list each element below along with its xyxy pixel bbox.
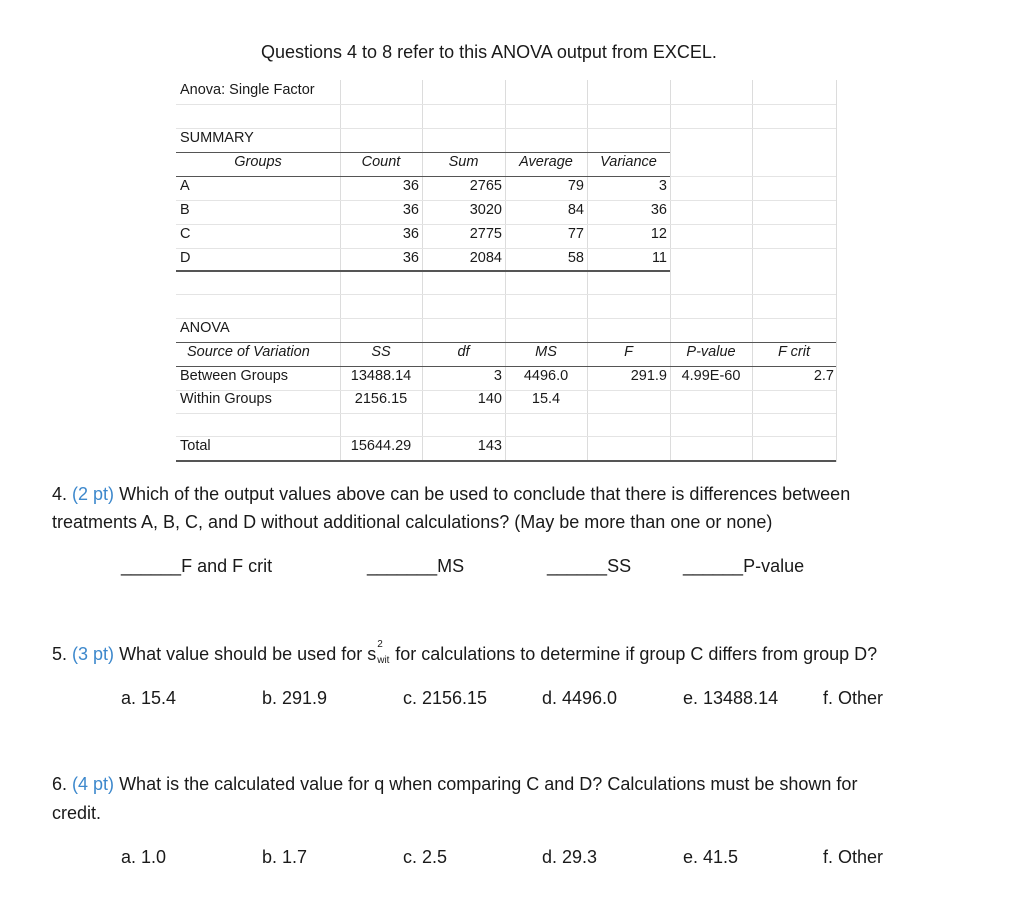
option-d[interactable]: d. 4496.0 — [542, 688, 618, 708]
anova-label: ANOVA — [180, 320, 230, 336]
header-p-value: P-value — [686, 344, 736, 360]
points-badge: (2 pt) — [72, 484, 115, 504]
option-c[interactable]: c. 2.5 — [403, 847, 448, 867]
option-a[interactable]: a. 1.0 — [121, 847, 167, 867]
header-ms: MS — [535, 344, 557, 360]
summary-label: SUMMARY — [180, 130, 254, 146]
header-f: F — [624, 344, 633, 360]
option-ms[interactable]: _______MS — [367, 556, 465, 576]
header-variance: Variance — [600, 154, 657, 170]
header-groups: Groups — [234, 154, 282, 170]
option-f[interactable]: f. Other — [823, 847, 884, 867]
option-ss[interactable]: ______SS — [547, 556, 632, 576]
header-average: Average — [519, 154, 573, 170]
option-b[interactable]: b. 1.7 — [262, 847, 308, 867]
points-badge: (4 pt) — [72, 774, 115, 794]
option-b[interactable]: b. 291.9 — [262, 688, 328, 708]
anova-single-factor-title: Anova: Single Factor — [180, 82, 315, 98]
header-df: df — [457, 344, 470, 360]
option-f-and-fcrit[interactable]: ______F and F crit — [121, 556, 273, 576]
option-e[interactable]: e. 13488.14 — [683, 688, 779, 708]
option-e[interactable]: e. 41.5 — [683, 847, 739, 867]
option-c[interactable]: c. 2156.15 — [403, 688, 488, 708]
option-a[interactable]: a. 15.4 — [121, 688, 177, 708]
page-title: Questions 4 to 8 refer to this ANOVA output from EXCEL. — [261, 42, 717, 62]
option-d[interactable]: d. 29.3 — [542, 847, 598, 867]
header-source-of-variation: Source of Variation — [187, 344, 310, 360]
option-p-value[interactable]: ______P-value — [683, 556, 805, 576]
header-sum: Sum — [448, 154, 479, 170]
header-f-crit: F crit — [778, 344, 810, 360]
option-f[interactable]: f. Other — [823, 688, 884, 708]
points-badge: (3 pt) — [72, 644, 115, 664]
header-count: Count — [361, 154, 401, 170]
header-ss: SS — [371, 344, 391, 360]
